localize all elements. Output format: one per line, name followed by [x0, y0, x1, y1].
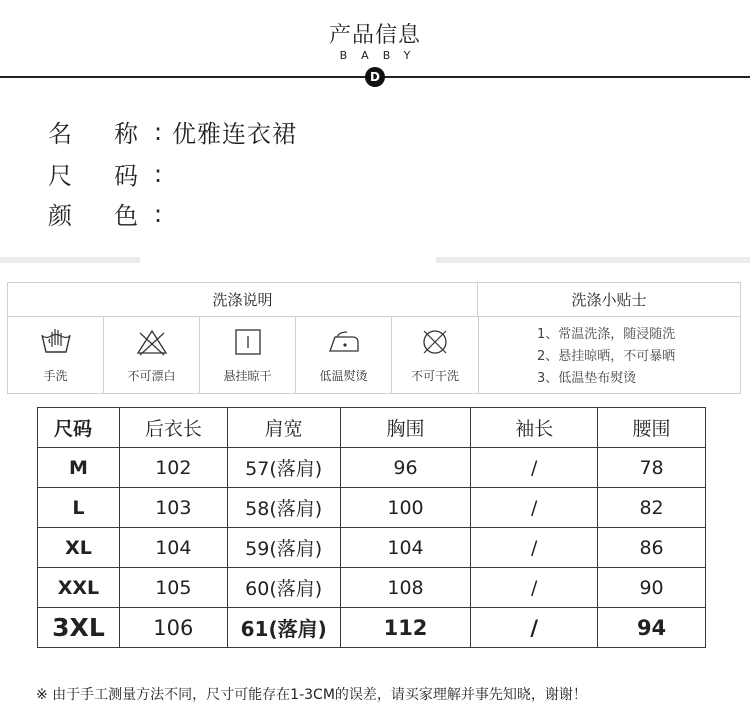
- care-label: 不可干洗: [410, 369, 459, 383]
- table-cell: /: [471, 488, 598, 528]
- info-value-name: 优雅连衣裙: [172, 120, 297, 148]
- table-cell: 112: [340, 608, 471, 648]
- measurement-note: ※ 由于手工测量方法不同，尺寸可能存在1-3CM的误差，请买家理解并事先知晓，谢谢！: [36, 687, 587, 703]
- table-cell: 86: [598, 528, 706, 568]
- table-cell: 104: [340, 528, 471, 568]
- decor-bar-right: [436, 257, 750, 263]
- care-header-tips: 洗涤小贴士: [478, 283, 740, 317]
- size-cell: M: [38, 448, 120, 488]
- header-badge: D: [365, 67, 385, 87]
- header-cell: 尺码: [38, 408, 120, 448]
- table-cell: 96: [340, 448, 471, 488]
- table-cell: 60(落肩): [227, 568, 340, 608]
- header-cell: 胸围: [340, 408, 471, 448]
- hand-wash-icon: [39, 327, 73, 357]
- no-bleach-icon: [135, 327, 169, 357]
- page-subtitle: BABY: [339, 49, 425, 62]
- table-row: [38, 528, 706, 568]
- table-row: [38, 568, 706, 608]
- table-cell: /: [471, 448, 598, 488]
- care-tips: [478, 317, 740, 393]
- header-cell: 腰围: [598, 408, 706, 448]
- size-cell: XXL: [38, 568, 120, 608]
- header-cell: 肩宽: [227, 408, 340, 448]
- care-item-low-iron: [296, 317, 392, 393]
- table-cell: 82: [598, 488, 706, 528]
- table-cell: 58(落肩): [227, 488, 340, 528]
- size-table-header: [38, 408, 706, 448]
- info-colon: :: [153, 117, 163, 146]
- info-label: 名 称: [48, 120, 138, 148]
- care-tip: 3、低温垫布熨烫: [537, 371, 637, 386]
- table-row: [38, 448, 706, 488]
- table-cell: /: [471, 528, 598, 568]
- table-cell: /: [471, 608, 598, 648]
- table-cell: 61(落肩): [227, 608, 340, 648]
- info-label: 颜 色: [48, 202, 138, 230]
- care-item-no-dry-clean: [392, 317, 478, 393]
- care-label: 低温熨烫: [319, 369, 368, 383]
- care-item-hand-wash: [8, 317, 104, 393]
- table-row: [38, 608, 706, 648]
- care-label: 手洗: [43, 369, 68, 383]
- info-row-size: [48, 156, 172, 191]
- table-cell: 100: [340, 488, 471, 528]
- size-cell: XL: [38, 528, 120, 568]
- hang-dry-icon: [231, 327, 265, 357]
- info-label: 尺 码: [48, 162, 138, 190]
- table-cell: 105: [119, 568, 227, 608]
- care-item-hang-dry: [200, 317, 296, 393]
- info-row-color: [48, 196, 172, 231]
- care-label: 不可漂白: [127, 369, 176, 383]
- table-cell: 102: [119, 448, 227, 488]
- info-row-name: [48, 114, 297, 149]
- table-cell: 108: [340, 568, 471, 608]
- decor-bar-left: [0, 257, 140, 263]
- table-cell: /: [471, 568, 598, 608]
- info-colon: :: [153, 159, 163, 188]
- care-tip: 2、悬挂晾晒，不可暴晒: [537, 349, 676, 364]
- care-tip: 1、常温洗涤，随浸随洗: [537, 327, 676, 342]
- care-header-instructions: 洗涤说明: [8, 283, 478, 317]
- low-iron-icon: [327, 327, 361, 357]
- header-cell: 后衣长: [119, 408, 227, 448]
- table-cell: 78: [598, 448, 706, 488]
- table-cell: 104: [119, 528, 227, 568]
- care-item-no-bleach: [104, 317, 200, 393]
- table-cell: 106: [119, 608, 227, 648]
- size-cell: L: [38, 488, 120, 528]
- table-cell: 59(落肩): [227, 528, 340, 568]
- care-label: 悬挂晾干: [223, 369, 272, 383]
- table-cell: 103: [119, 488, 227, 528]
- size-cell: 3XL: [38, 608, 120, 648]
- info-colon: :: [153, 199, 163, 228]
- table-row: [38, 488, 706, 528]
- no-dry-clean-icon: [418, 327, 452, 357]
- page-title: 产品信息: [328, 23, 421, 48]
- table-cell: 57(落肩): [227, 448, 340, 488]
- table-cell: 90: [598, 568, 706, 608]
- care-table: [7, 282, 741, 394]
- size-table: [37, 407, 706, 648]
- header-cell: 袖长: [471, 408, 598, 448]
- table-cell: 94: [598, 608, 706, 648]
